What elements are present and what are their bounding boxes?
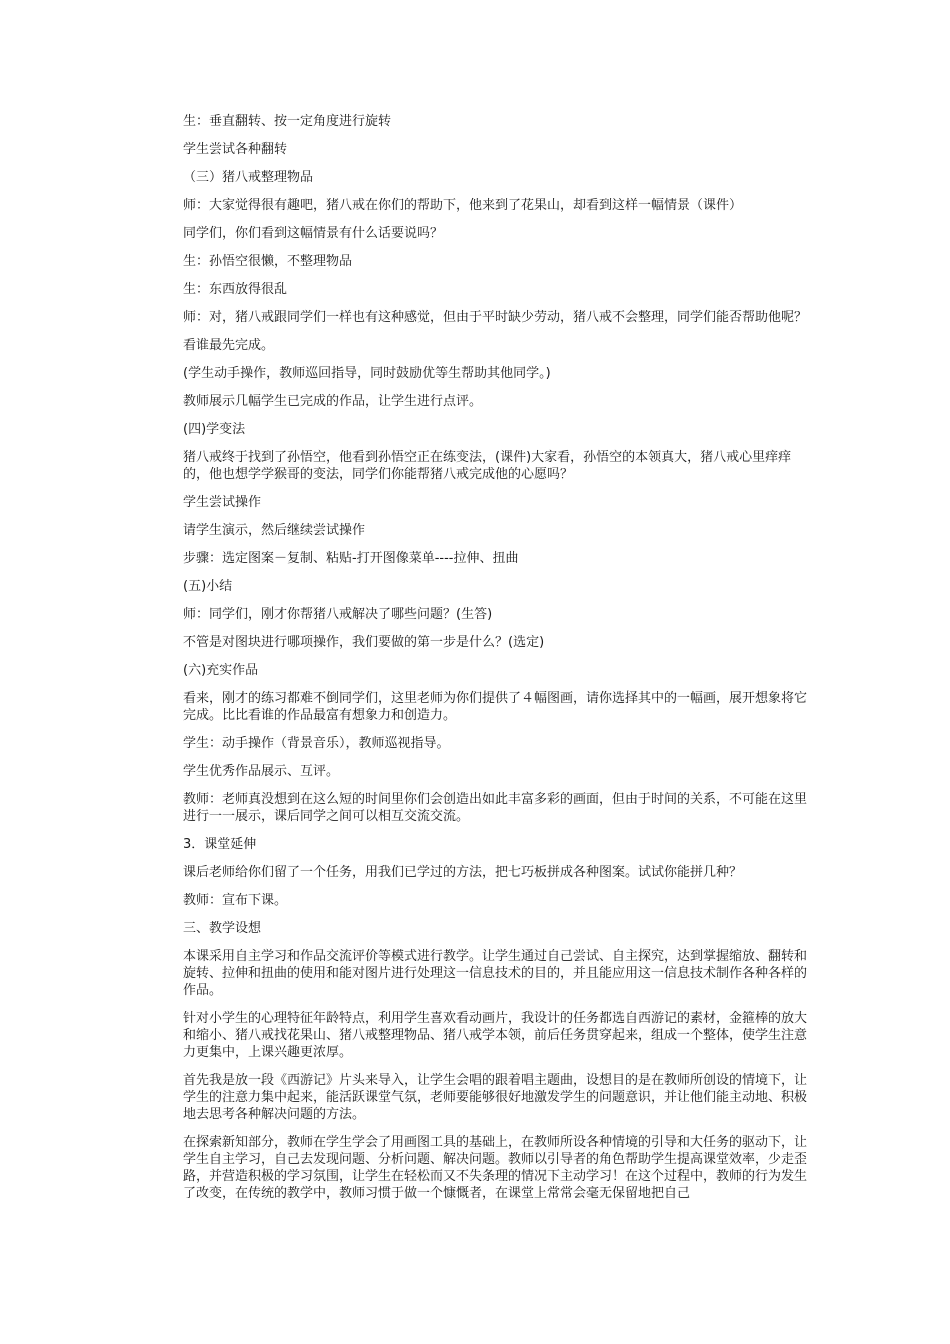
- section-heading: （三）猪八戒整理物品: [183, 170, 314, 185]
- paragraph: 首先我是放一段《西游记》片头来导入，让学生会唱的跟着唱主题曲，设想目的是在教师所创设的情境下，让学生的注意力集中起来，能活跃课堂气氛，老师要能够很好地激发学生的问题意识，并让他们能主动地、积极地去思考各种解决问题的方法。: [183, 1073, 808, 1122]
- paragraph: 学生：动手操作（背景音乐），教师巡视指导。: [183, 736, 450, 751]
- paragraph: 猪八戒终于找到了孙悟空，他看到孙悟空正在练变法，(课件)大家看，孙悟空的本领真大，猪八戒心里痒痒的，他也想学学猴哥的变法，同学们你能帮猪八戒完成他的心愿吗？: [183, 450, 792, 482]
- paragraph: 在探索新知部分，教师在学生学会了用画图工具的基础上，在教师所设各种情境的引导和大任务的驱动下，让学生自主学习，自己去发现问题、分析问题、解决问题。教师以引导者的角色帮助学生提高课堂效率，少走歪路，并营造积极的学习氛围，让学生在轻松而又不失条理的情况下主动学习！在这个过程中，教师的行为发生了改变，在传统的教学中，教师习惯于做一个慷慨者，在课堂上常常会毫无保留地把自己: [183, 1135, 808, 1201]
- paragraph: 教师展示几幅学生已完成的作品，让学生进行点评。: [183, 394, 483, 409]
- paragraph: 教师：老师真没想到在这么短的时间里你们会创造出如此丰富多彩的画面，但由于时间的关系，不可能在这里进行一一展示，课后同学之间可以相互交流交流。: [183, 792, 808, 824]
- paragraph: 步骤：选定图案－复制、粘贴-打开图像菜单----拉伸、扭曲: [183, 551, 519, 566]
- paragraph: 师：同学们，刚才你帮猪八戒解决了哪些问题？(生答): [183, 607, 493, 622]
- paragraph: 学生尝试操作: [183, 495, 262, 510]
- paragraph: 请学生演示，然后继续尝试操作: [183, 523, 366, 538]
- section-heading: (五)小结: [183, 579, 233, 594]
- paragraph: 生：东西放得很乱: [183, 282, 288, 297]
- paragraph: 师：对，猪八戒跟同学们一样也有这种感觉，但由于平时缺少劳动，猪八戒不会整理，同学们能否帮助他呢？: [183, 310, 808, 325]
- paragraph: (学生动手操作，教师巡回指导，同时鼓励优等生帮助其他同学。): [183, 366, 551, 381]
- paragraph: 生：孙悟空很懒，不整理物品: [183, 254, 353, 269]
- document-body: [183, 113, 810, 1213]
- paragraph: 师：大家觉得很有趣吧，猪八戒在你们的帮助下，他来到了花果山，却看到这样一幅情景（课件）: [183, 198, 743, 213]
- paragraph: 课后老师给你们留了一个任务，用我们已学过的方法，把七巧板拼成各种图案。试试你能拼几种？: [183, 865, 743, 880]
- paragraph: 看谁最先完成。: [183, 338, 275, 353]
- section-heading: 三、教学设想: [183, 921, 262, 936]
- paragraph: 针对小学生的心理特征年龄特点，利用学生喜欢看动画片，我设计的任务都选自西游记的素材，金箍棒的放大和缩小、猪八戒找花果山、猪八戒整理物品、猪八戒学本领，前后任务贯穿起来，组成一个整体，使学生注意力更集中，上课兴趣更浓厚。: [183, 1011, 808, 1060]
- paragraph: 本课采用自主学习和作品交流评价等模式进行教学。让学生通过自己尝试、自主探究，达到掌握缩放、翻转和旋转、拉伸和扭曲的使用和能对图片进行处理这一信息技术的目的，并且能应用这一信息技术制作各种各样的作品。: [183, 949, 808, 998]
- paragraph: 教师：宣布下课。: [183, 893, 288, 908]
- paragraph: 学生尝试各种翻转: [183, 142, 288, 157]
- section-heading: (六)充实作品: [183, 663, 259, 678]
- paragraph: 看来，刚才的练习都难不倒同学们，这里老师为你们提供了４幅图画，请你选择其中的一幅画，展开想象将它完成。比比看谁的作品最富有想象力和创造力。: [183, 691, 808, 723]
- paragraph: 生：垂直翻转、按一定角度进行旋转: [183, 114, 392, 129]
- paragraph: 同学们，你们看到这幅情景有什么话要说吗？: [183, 226, 444, 241]
- paragraph: 学生优秀作品展示、互评。: [183, 764, 340, 779]
- section-heading: 3．课堂延伸: [183, 837, 257, 852]
- section-heading: (四)学变法: [183, 422, 246, 437]
- paragraph: 不管是对图块进行哪项操作，我们要做的第一步是什么？(选定): [183, 635, 545, 650]
